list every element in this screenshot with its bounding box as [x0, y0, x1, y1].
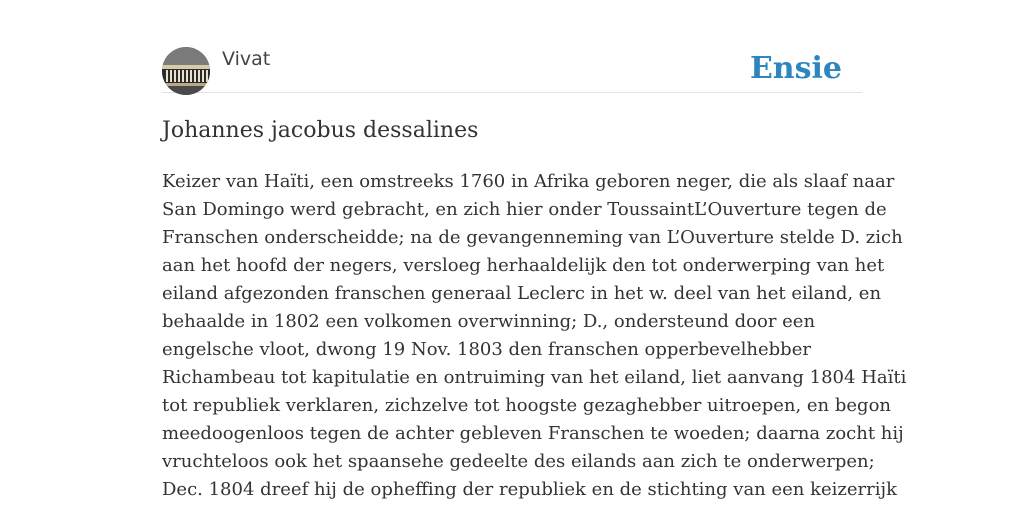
page-header [162, 46, 862, 93]
bookshelf-icon [162, 47, 210, 95]
body-line: Dec. 1804 dreef hij de opheffing der republiek en de stichting van een keizerrijk [162, 479, 898, 500]
body-line: San Domingo werd gebracht, en zich hier onder ToussaintL’Ouverture tegen de [162, 199, 887, 220]
body-line: vruchteloos ook het spaansehe gedeelte des eilands aan zich te onderwerpen; [162, 451, 875, 472]
body-line: Richambeau tot kapitulatie en ontruiming van het eiland, liet aanvang 1804 Haïti [162, 367, 907, 388]
article-title: Johannes jacobus dessalines [162, 118, 479, 143]
article-body [162, 168, 907, 504]
body-line: behaalde in 1802 een volkomen overwinning; D., ondersteund door een [162, 311, 816, 332]
ensie-logo[interactable]: Ensie [749, 51, 842, 86]
body-line: tot republiek verklaren, zichzelve tot hoogste gezaghebber uitroepen, en begon [162, 395, 891, 416]
body-line: Franschen onderscheidde; na de gevangenneming van L’Ouverture stelde D. zich [162, 227, 903, 248]
body-line: aan het hoofd der negers, versloeg herhaaldelijk den tot onderwerping van het [162, 255, 885, 276]
body-line: engelsche vloot, dwong 19 Nov. 1803 den franschen opperbevelhebber [162, 339, 811, 360]
source-name[interactable]: Vivat [222, 48, 271, 70]
body-line: eiland afgezonden franschen generaal Leclerc in het w. deel van het eiland, en [162, 283, 882, 304]
source-avatar[interactable] [162, 47, 210, 95]
body-line: meedoogenloos tegen de achter gebleven Franschen te woeden; daarna zocht hij [162, 423, 904, 444]
body-line: Keizer van Haïti, een omstreeks 1760 in Afrika geboren neger, die als slaaf naar [162, 171, 895, 192]
